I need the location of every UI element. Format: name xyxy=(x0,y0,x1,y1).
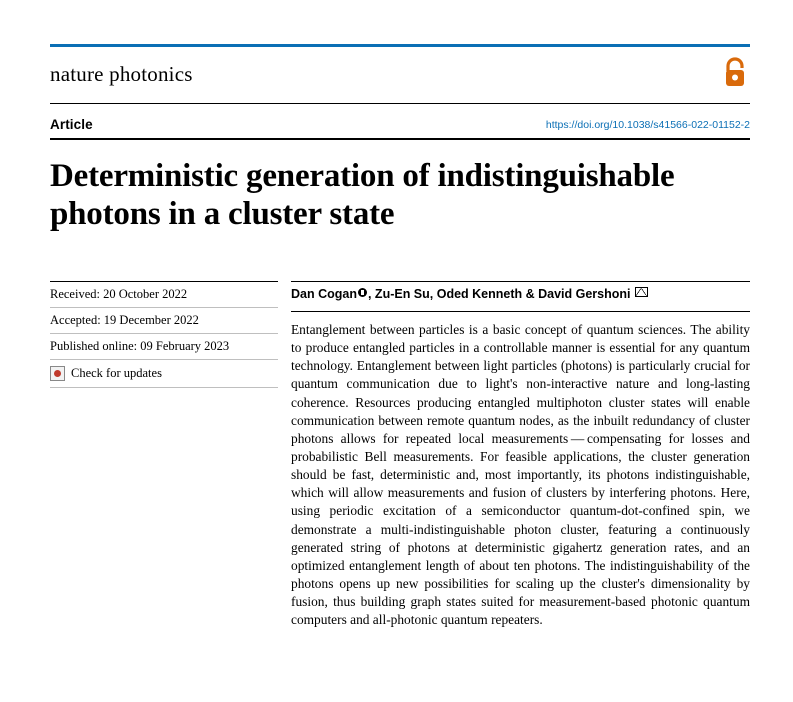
check-for-updates[interactable] xyxy=(50,360,278,387)
page-content xyxy=(50,0,750,630)
dates-rule-4 xyxy=(50,387,278,388)
crossmark-icon xyxy=(50,366,65,381)
article-meta-line xyxy=(50,104,750,138)
doi-link[interactable]: https://doi.org/10.1038/s41566-022-01152-2 xyxy=(545,119,750,131)
page-title: Deterministic generation of indistinguishable photons in a cluster state xyxy=(50,157,675,233)
accepted-date: Accepted: 19 December 2022 xyxy=(50,313,199,328)
envelope-icon[interactable] xyxy=(635,287,648,297)
author-first[interactable]: Dan Cogan xyxy=(291,287,357,302)
received-date: Received: 20 October 2022 xyxy=(50,287,188,302)
check-for-updates-label: Check for updates xyxy=(71,366,162,381)
dates-column xyxy=(50,281,278,629)
abstract-column xyxy=(278,281,750,629)
orcid-icon[interactable] xyxy=(358,288,367,297)
title-rule xyxy=(50,138,750,140)
journal-title-light: photonics xyxy=(103,62,193,86)
journal-masthead xyxy=(50,47,750,103)
journal-title-bold: nature xyxy=(50,62,104,86)
abstract-text: Entanglement between particles is a basic concept of quantum sciences. The ability to produce entangled particles in a controllable manner is essential for any quantum technology. Entanglement between light particles (photons) is particularly crucial for quantum communication due to light's non-interactive nature and long-lasting coherence. Resources producing entangled multiphoton cluster states will enable communication between remote quantum nodes, as the inbuilt redundancy of cluster photons allows for repeated local measurements — compensating for losses and probabilistic Bell measurements. For feasible applications, the cluster generation should be fast, deterministic and, most importantly, its photons indistinguishable, which will allow measurements and fusion of clusters by interfering photons. Here, using periodic excitation of a semiconductor quantum-dot-confined spin, we demonstrate a multi-indistinguishable photon cluster, featuring a continuously generated string of photons at deterministic gigahertz generation rates, and an optimized entanglement length of about ten photons. The indistinguishability of the photons opens up new possibilities for scaling up the cluster's dimensionality by fusion, thus building graph states suited for measurement-based photonic quantum computers and all-photonic quantum repeaters. xyxy=(291,321,750,628)
journal-title xyxy=(50,62,193,87)
published-date: Published online: 09 February 2023 xyxy=(50,339,230,354)
article-type-label: Article xyxy=(50,117,93,132)
author-list xyxy=(291,282,750,311)
meta-and-abstract xyxy=(50,281,750,629)
author-rest[interactable]: , Zu-En Su, Oded Kenneth & David Gershoni xyxy=(367,287,631,302)
open-access-icon xyxy=(722,56,748,93)
